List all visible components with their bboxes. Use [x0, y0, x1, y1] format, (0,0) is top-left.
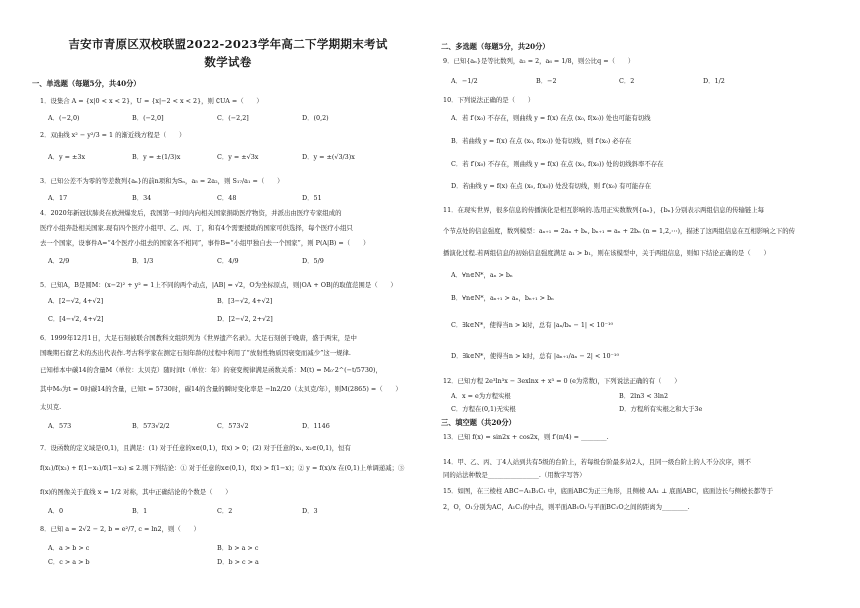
q11-option-b: B．∀n∈N*，aₙ₊₁ > aₙ，bₙ₊₁ > bₙ: [451, 294, 554, 302]
q14-line-2: 同的站法种数是________________.（用数字写答）: [443, 471, 586, 479]
q3-option-a: A．17: [48, 194, 68, 202]
left-column: [32, 0, 424, 608]
q11-line-3: 播演化过程.若两组信息的初始信息强度满足 a₁ > b₁，则在该模型中，关于两组信息，则如下结论正确的是（ ）: [443, 249, 770, 257]
q2-text: 2．双曲线 x² − y²/3 = 1 的渐近线方程是（ ）: [40, 131, 186, 139]
q4-option-b: B．1/3: [132, 257, 154, 265]
q10-text: 10．下列说法正确的是（ ）: [443, 96, 535, 104]
q8-option-b: B．b > a > c: [217, 544, 259, 552]
q4-line-1: 4．2020年新冠状肺炎在欧洲爆发后，我国第一时间内向相关国家捐助医疗物资，并派出由医疗专家组成的: [40, 209, 342, 217]
q12-option-a: A．x = e为方程实根: [451, 392, 511, 400]
q9-option-b: B．−2: [536, 77, 557, 85]
q14-line-1: 14．甲、乙、丙、丁4人站到共有5级的台阶上，若每级台阶最多站2人，且同一级台阶上的人不分次序，则不: [443, 458, 751, 466]
q15-text: 15．如图，在三棱柱 ABC−A₁B₁C₁ 中，底面ABC为正三角形，且侧棱 AA₁ ⊥ 底面ABC，底面边长与侧棱长都等于: [443, 487, 773, 495]
section-fill-blank: 三、填空题（共20分）: [441, 418, 516, 427]
exam-subject: 数学试卷: [204, 55, 252, 69]
q12-option-d: D．方程所有实根之和大于3e: [619, 405, 703, 413]
exam-title: 吉安市青原区双校联盟2022-2023学年高二下学期期末考试: [68, 37, 388, 51]
q7-option-b: B．1: [132, 507, 148, 515]
q4-option-d: D．5/9: [302, 257, 324, 265]
q7-line-3: f(x)的图像关于直线 x = 1/2 对称，其中正确结论的个数是（ ）: [40, 488, 232, 496]
q4-option-a: A．2/9: [48, 257, 70, 265]
q8-option-d: D．b > c > a: [217, 558, 259, 566]
q11-option-a: A．∀n∈N*，aₙ > bₙ: [451, 271, 513, 279]
q11-option-c: C．∃k∈N*，使得当n > k时，总有 |aₙ/bₙ − 1| < 10⁻¹⁰: [451, 321, 614, 329]
q10-option-a: A．若 f′(x₀) 不存在，则曲线 y = f(x) 在点 (x₀, f(x₀)) 处也可能有切线: [451, 114, 651, 122]
q6-line-2: 国晚期石窟艺术的杰出代表作.考古科学家在测定石刻年龄的过程中利用了“放射性物质因衰变而减少”这一规律.: [40, 349, 351, 357]
q10-option-b: B．若曲线 y = f(x) 在点 (x₀, f(x₀)) 处有切线，则 f′(x₀) 必存在: [451, 137, 632, 145]
q11-line-1: 11．在现实世界，很多信息的传播演化是相互影响的.选用正实数数列{aₙ}，{bₙ}分别表示两组信息的传输链上每: [443, 206, 765, 214]
q11-line-2: 个节点处的信息强度，数列模型：aₙ₊₁ = 2aₙ + bₙ, bₙ₊₁ = aₙ + 2bₙ (n = 1,2,⋯)，描述了这两组信息在互相影响之下的传: [443, 227, 796, 235]
q5-option-b: B．[3−√2, 4+√2]: [217, 297, 273, 305]
q9-text: 9．已知{aₙ}是等比数列，a₂ = 2，a₆ = 1/8，则公比q =（ ）: [443, 57, 635, 65]
q5-option-a: A．[2−√2, 4+√2]: [48, 297, 104, 305]
q8-option-c: C．c > a > b: [48, 558, 90, 566]
q4-line-2: 医疗小组奔赴相关国家.现有四个医疗小组甲、乙、丙、丁，和有4个需要援助的国家可供选择，每个医疗小组只: [40, 224, 353, 232]
q6-line-1: 6．1999年12月1日，大足石刻被联合国教科文组织列为《世界遗产名录》。大足石刻创于晚唐，盛于两宋，是中: [40, 334, 357, 342]
q1-option-b: B．(−2,0]: [132, 114, 164, 122]
q1-text: 1．设集合 A = {x|0 < x < 2}，U = {x|−2 < x < 2}，则 ∁UA =（ ）: [40, 97, 263, 105]
q4-option-c: C．4/9: [217, 257, 239, 265]
q15-text-continued: 2，O，O₁分别为AC，A₁C₁的中点，则平面AB₁O₁与平面BC₁O之间的距离为________.: [443, 503, 690, 511]
q2-option-c: C．y = ±√3x: [217, 153, 259, 161]
q3-option-c: C．48: [217, 194, 237, 202]
q6-line-3: 已知样本中碳14的含量M（单位：太贝克）随时间t（单位：年）的衰变规律满足函数关系：M(t) = M₀·2^(−t/5730)，: [40, 366, 382, 374]
q7-line-2: f(x₁)/f(x₂) + f(1−x₁)/f(1−x₂) ≤ 2.则下列结论：① 对于任意的x∈(0,1)，f(x) > f(1−x)；② y = f(x)/x 在(0,1)上单调递减；③: [40, 464, 405, 472]
q5-option-c: C．[4−√2, 4+√2]: [48, 315, 104, 323]
q8-text: 8．已知 a = 2√2 − 2, b = e²/7, c = ln2，则（ ）: [40, 525, 200, 533]
q9-option-d: D．1/2: [703, 77, 725, 85]
q6-option-d: D．1146: [302, 422, 330, 430]
q9-option-c: C．2: [619, 77, 635, 85]
q10-option-d: D．若曲线 y = f(x) 在点 (x₀, f(x₀)) 处没有切线，则 f′(x₀) 有可能存在: [451, 182, 652, 190]
q12-text: 12．已知方程 2e³ln³x − 3exlnx + x³ = 0 (e为常数)，下列说法正确的有（ ）: [443, 377, 681, 385]
q6-option-a: A．573: [48, 422, 72, 430]
q7-option-c: C．2: [217, 507, 233, 515]
q6-line-5: 太贝克.: [40, 403, 62, 411]
q3-text: 3．已知公差不为零的等差数列{aₙ}的前n项和为Sₙ，a₅ = 2a₂，则 S₁₇/a₁ =（ ）: [40, 177, 284, 185]
q6-option-b: B．573√2/2: [132, 422, 170, 430]
q2-option-d: D．y = ±(√3/3)x: [302, 153, 355, 161]
q6-line-4: 其中M₀为t = 0时碳14的含量，已知t = 5730时，碳14的含量的瞬时变化率是 −ln2/20（太贝克/年），则M(2865) =（ ）: [40, 385, 402, 393]
q3-option-b: B．34: [132, 194, 152, 202]
q3-option-d: D．51: [302, 194, 322, 202]
q10-option-c: C．若 f′(x₀) 不存在，则曲线 y = f(x) 在点 (x₀, f(x₀)) 处的切线斜率不存在: [451, 160, 664, 168]
q6-option-c: C．573√2: [217, 422, 249, 430]
q5-option-d: D．[2−√2, 2+√2]: [217, 315, 273, 323]
q7-line-1: 7．设函数的定义域是(0,1)，且满足：(1) 对于任意的x∈(0,1)，f(x) > 0；(2) 对于任意的x₁, x₂∈(0,1)，恒有: [40, 444, 351, 452]
section-multi-choice: 二、多选题（每题5分，共20分）: [441, 42, 550, 51]
q8-option-a: A．a > b > c: [48, 544, 90, 552]
q2-option-b: B．y = ±(1/3)x: [132, 153, 181, 161]
q13-text: 13．已知 f(x) = sin2x + cos2x，则 f′(π/4) = ________.: [443, 433, 609, 441]
q5-text: 5．已知A，B是圆M：(x−2)² + y² = 1上不同的两个动点，|AB| = √2，O为坐标原点，则|OA + OB|的取值范围是（ ）: [40, 281, 397, 289]
q2-option-a: A．y = ±3x: [48, 153, 86, 161]
q11-option-d: D．∃k∈N*，使得当n > k时，总有 |aₙ₊₁/aₙ − 2| < 10⁻¹⁰: [451, 352, 620, 360]
q1-option-d: D．(0,2): [302, 114, 329, 122]
q9-option-a: A．−1/2: [451, 77, 478, 85]
right-column: [441, 0, 837, 608]
q12-option-c: C．方程在(0,1)无实根: [451, 405, 516, 413]
q4-line-3: 去一个国家，设事件A=“4个医疗小组去的国家各不相同”，事件B=“小组甲独自去一个国家”，则 P(A|B) =（ ）: [40, 239, 370, 247]
q1-option-a: A．(−2,0): [48, 114, 80, 122]
q12-option-b: B．2ln3 < 3ln2: [619, 392, 669, 400]
q7-option-a: A．0: [48, 507, 64, 515]
q7-option-d: D．3: [302, 507, 318, 515]
q1-option-c: C．(−2,2]: [217, 114, 249, 122]
section-single-choice: 一、单选题（每题5分，共40分）: [32, 79, 141, 88]
